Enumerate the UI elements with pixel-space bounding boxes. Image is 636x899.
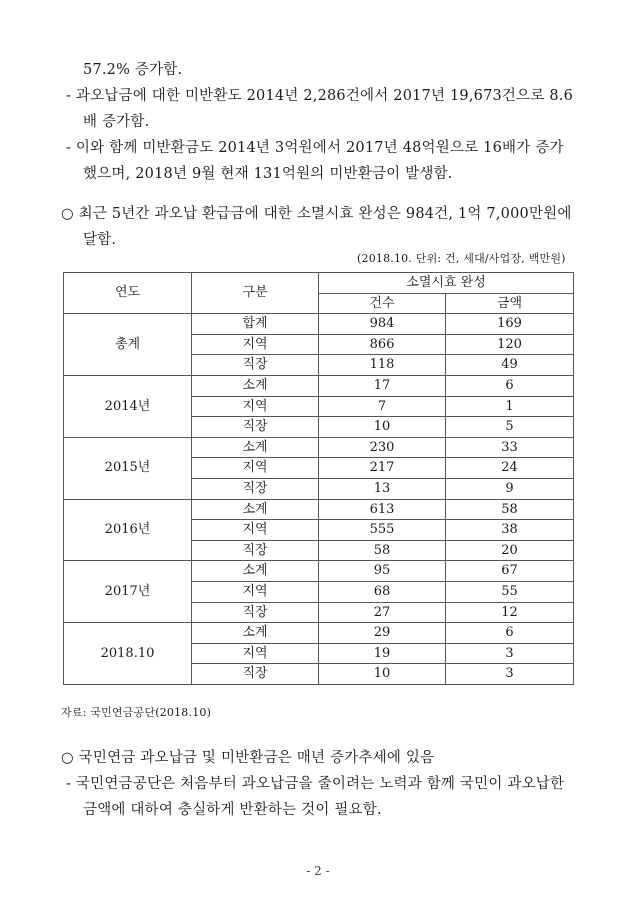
year-cell: 2018.10 xyxy=(64,623,192,685)
amount-cell: 169 xyxy=(446,314,574,335)
section2-bullet: ○ 국민연금 과오납금 및 미반환금은 매년 증가추세에 있음 xyxy=(61,750,435,766)
count-cell: 17 xyxy=(319,375,446,396)
table-unit-note: (2018.10. 단위: 건, 세대/사업장, 백만원) xyxy=(357,252,566,265)
count-cell: 19 xyxy=(319,643,446,664)
amount-cell: 49 xyxy=(446,355,574,376)
header-category: 구분 xyxy=(192,273,319,314)
amount-cell: 33 xyxy=(446,437,574,458)
count-cell: 10 xyxy=(319,664,446,685)
amount-cell: 6 xyxy=(446,623,574,644)
count-cell: 984 xyxy=(319,314,446,335)
table-source: 자료: 국민연금공단(2018.10) xyxy=(61,706,212,719)
paragraph-line: 배 증가함. xyxy=(83,114,150,130)
amount-cell: 55 xyxy=(446,581,574,602)
year-cell: 2017년 xyxy=(64,561,192,623)
year-cell: 2015년 xyxy=(64,437,192,499)
paragraph-line: 57.2% 증가함. xyxy=(83,62,183,78)
count-cell: 613 xyxy=(319,499,446,520)
amount-cell: 20 xyxy=(446,540,574,561)
count-cell: 555 xyxy=(319,520,446,541)
category-cell: 지역 xyxy=(192,396,319,417)
amount-cell: 3 xyxy=(446,664,574,685)
category-cell: 소계 xyxy=(192,437,319,458)
amount-cell: 12 xyxy=(446,602,574,623)
table-row xyxy=(64,314,574,335)
paragraph-line: - 이와 함께 미반환금도 2014년 3억원에서 2017년 48억원으로 16배가 증가 xyxy=(66,140,564,156)
table-row xyxy=(64,499,574,520)
category-cell: 직장 xyxy=(192,478,319,499)
table-row xyxy=(64,561,574,582)
count-cell: 866 xyxy=(319,334,446,355)
amount-cell: 5 xyxy=(446,417,574,438)
count-cell: 230 xyxy=(319,437,446,458)
paragraph-line: 했으며, 2018년 9월 현재 131억원의 미반환금이 발생함. xyxy=(83,166,453,182)
header-year: 연도 xyxy=(64,273,192,314)
section2-continuation: 금액에 대하여 충실하게 반환하는 것이 필요함. xyxy=(83,802,382,818)
statute-limitation-table xyxy=(63,272,574,685)
category-cell: 지역 xyxy=(192,581,319,602)
category-cell: 합계 xyxy=(192,314,319,335)
amount-cell: 3 xyxy=(446,643,574,664)
count-cell: 68 xyxy=(319,581,446,602)
count-cell: 7 xyxy=(319,396,446,417)
count-cell: 29 xyxy=(319,623,446,644)
amount-cell: 120 xyxy=(446,334,574,355)
category-cell: 소계 xyxy=(192,375,319,396)
section1-bullet: ○ 최근 5년간 과오납 환급금에 대한 소멸시효 완성은 984건, 1억 7,000만원에 xyxy=(61,206,572,222)
section1-continuation: 달함. xyxy=(83,232,117,248)
header-amount: 금액 xyxy=(446,293,574,314)
category-cell: 직장 xyxy=(192,355,319,376)
header-count: 건수 xyxy=(319,293,446,314)
category-cell: 소계 xyxy=(192,499,319,520)
amount-cell: 24 xyxy=(446,458,574,479)
header-group: 소멸시효 완성 xyxy=(319,273,574,294)
category-cell: 지역 xyxy=(192,458,319,479)
count-cell: 13 xyxy=(319,478,446,499)
count-cell: 95 xyxy=(319,561,446,582)
category-cell: 직장 xyxy=(192,602,319,623)
amount-cell: 38 xyxy=(446,520,574,541)
amount-cell: 6 xyxy=(446,375,574,396)
category-cell: 소계 xyxy=(192,623,319,644)
category-cell: 소계 xyxy=(192,561,319,582)
table-row xyxy=(64,437,574,458)
category-cell: 지역 xyxy=(192,334,319,355)
category-cell: 지역 xyxy=(192,520,319,541)
amount-cell: 58 xyxy=(446,499,574,520)
section2-dash-item: - 국민연금공단은 처음부터 과오납금을 줄이려는 노력과 함께 국민이 과오납한 xyxy=(66,776,565,792)
category-cell: 직장 xyxy=(192,664,319,685)
paragraph-line: - 과오납금에 대한 미반환도 2014년 2,286건에서 2017년 19,673건으로 8.6 xyxy=(66,88,574,104)
category-cell: 지역 xyxy=(192,643,319,664)
year-cell: 2016년 xyxy=(64,499,192,561)
count-cell: 58 xyxy=(319,540,446,561)
amount-cell: 9 xyxy=(446,478,574,499)
count-cell: 10 xyxy=(319,417,446,438)
table-row xyxy=(64,375,574,396)
year-cell: 총계 xyxy=(64,314,192,376)
count-cell: 27 xyxy=(319,602,446,623)
count-cell: 217 xyxy=(319,458,446,479)
year-cell: 2014년 xyxy=(64,375,192,437)
count-cell: 118 xyxy=(319,355,446,376)
table-row xyxy=(64,623,574,644)
page-number: - 2 - xyxy=(306,864,330,878)
amount-cell: 1 xyxy=(446,396,574,417)
category-cell: 직장 xyxy=(192,417,319,438)
amount-cell: 67 xyxy=(446,561,574,582)
category-cell: 직장 xyxy=(192,540,319,561)
